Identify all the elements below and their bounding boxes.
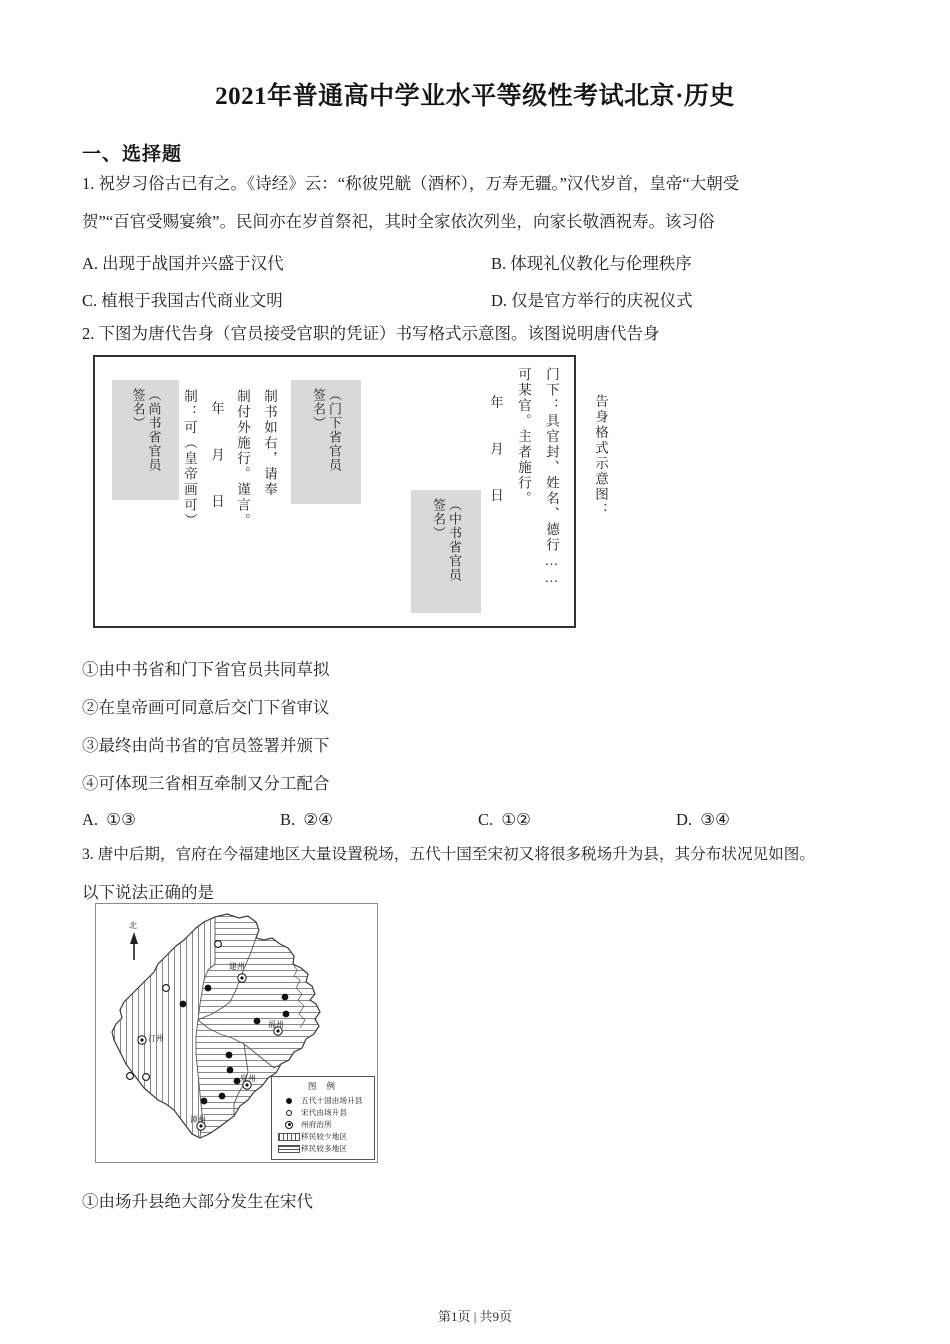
q3-statement-1: ①由场升县绝大部分发生在宋代 xyxy=(82,1192,313,1211)
map-city-label-quanzhou: 泉州 xyxy=(240,1074,256,1083)
map-legend-item-fewer xyxy=(277,1131,370,1142)
q2-option-d[interactable] xyxy=(676,810,730,830)
gaoshen-col-1: 门下：具官封、姓名、德行…… xyxy=(544,367,559,587)
q2-statement-4: ④可体现三省相互牵制又分工配合 xyxy=(82,774,330,793)
north-arrow-icon xyxy=(130,932,138,960)
map-legend-title: 图 例 xyxy=(307,1081,340,1091)
map-legend-label-fewer: 移民较少地区 xyxy=(301,1132,348,1141)
map-city-label-jianzhou: 建州 xyxy=(229,962,245,971)
map-legend-item-more xyxy=(277,1143,370,1154)
signature-box-menxia-line1: （门下省官员 xyxy=(327,388,342,472)
gaoshen-col-3: 年 月 日 xyxy=(488,395,503,511)
map-frame xyxy=(95,903,378,1163)
q1-option-a-text: 出现于战国并兴盛于汉代 xyxy=(102,254,284,273)
q1-option-c-text: 植根于我国古代商业文明 xyxy=(101,291,283,310)
section-heading: 一、选择题 xyxy=(82,144,183,165)
q2-option-c-key: C. xyxy=(478,810,494,829)
map-legend-item-song xyxy=(277,1107,370,1118)
gaoshen-col-2: 可某官。主者施行。 xyxy=(516,367,531,507)
gaoshen-mid-col-2: 制付外施行。谨言。 xyxy=(235,389,250,529)
q1-option-b-key: B. xyxy=(491,254,507,273)
map-legend xyxy=(271,1076,375,1160)
figure-fujian-map xyxy=(95,903,380,1165)
q2-option-a-key: A. xyxy=(82,810,99,829)
q1-stem-line-1: 1. 祝岁习俗古已有之。《诗经》云：“称彼兕觥（酒杯），万寿无疆。”汉代岁首，皇帝“大朝受 xyxy=(82,174,740,193)
q3-stem-line-1: 3. 唐中后期，官府在今福建地区大量设置税场，五代十国至宋初又将很多税场升为县，其分布状况见如图。 xyxy=(82,846,815,863)
map-legend-item-wudai xyxy=(277,1095,370,1106)
q3-stem-line-2: 以下说法正确的是 xyxy=(82,883,214,902)
map-legend-label-wudai: 五代十国由场升县 xyxy=(301,1096,363,1105)
q1-option-d-text: 仅是官方举行的庆祝仪式 xyxy=(511,291,693,310)
map-legend-label-seat: 州府治所 xyxy=(301,1120,332,1129)
signature-box-shangshu-line1: （尚书省官员 xyxy=(146,388,162,472)
signature-box-zhongshu xyxy=(411,490,481,613)
q1-option-d[interactable] xyxy=(491,287,693,311)
map-legend-label-more: 移民较多地区 xyxy=(301,1144,348,1153)
target-dot-icon xyxy=(277,1121,301,1129)
q1-stem-line-2: 贺”“百官受赐宴飨”。民间亦在岁首祭祀，其时全家依次列坐，向家长敬酒祝寿。该习俗 xyxy=(82,212,715,231)
open-dot-icon xyxy=(277,1110,301,1116)
q1-option-b[interactable] xyxy=(491,250,692,274)
filled-dot-icon xyxy=(277,1098,301,1104)
signature-box-menxia-line2: 签名） xyxy=(311,388,326,430)
q1-option-c[interactable] xyxy=(82,287,283,311)
vertical-hatch-icon xyxy=(277,1133,301,1141)
q1-option-b-text: 体现礼仪教化与伦理秩序 xyxy=(510,254,692,273)
q2-statement-2: ②在皇帝画可同意后交门下省审议 xyxy=(82,698,330,717)
horizontal-hatch-icon xyxy=(277,1145,301,1153)
signature-box-menxia xyxy=(291,380,361,504)
gaoshen-mid-col-4: 制：可（皇帝画可） xyxy=(182,389,197,529)
map-legend-item-seat xyxy=(277,1119,370,1130)
q2-option-c[interactable] xyxy=(478,810,531,830)
map-north-label: 北 xyxy=(129,921,137,930)
q2-statement-3: ③最终由尚书省的官员签署并颁下 xyxy=(82,736,330,755)
q2-option-d-key: D. xyxy=(676,810,693,829)
signature-box-zhongshu-line1: （中书省官员 xyxy=(447,498,462,582)
map-city-label-tingzhou: 汀州 xyxy=(148,1034,164,1043)
map-city-label-fuzhou: 福州 xyxy=(268,1020,284,1029)
signature-box-shangshu-line2: 签名） xyxy=(130,388,146,430)
q2-statement-1: ①由中书省和门下省官员共同草拟 xyxy=(82,660,330,679)
q2-option-b-key: B. xyxy=(280,810,296,829)
q2-option-c-text: ①② xyxy=(501,810,531,829)
gaoshen-mid-col-3: 年 月 日 xyxy=(209,401,224,517)
q2-option-d-text: ③④ xyxy=(700,810,730,829)
gaoshen-border xyxy=(93,355,576,628)
q2-option-a-text: ①③ xyxy=(106,810,136,829)
signature-box-zhongshu-line2: 签名） xyxy=(431,498,446,540)
map-city-label-zhangzhou: 漳州 xyxy=(190,1115,206,1124)
figure-tang-gaoshen xyxy=(93,355,608,632)
gaoshen-caption: 告身格式示意图： xyxy=(593,394,608,518)
q1-option-c-key: C. xyxy=(82,291,98,310)
page-footer: 第1页 | 共9页 xyxy=(437,1309,513,1324)
q2-option-b[interactable] xyxy=(280,810,333,830)
gaoshen-mid-col-1: 制书如右，请奉 xyxy=(262,389,277,498)
q1-option-a[interactable] xyxy=(82,250,284,274)
signature-box-shangshu xyxy=(112,380,179,500)
q1-option-d-key: D. xyxy=(491,291,508,310)
map-legend-label-song: 宋代由场升县 xyxy=(301,1108,348,1117)
q2-option-b-text: ②④ xyxy=(303,810,333,829)
q2-option-a[interactable] xyxy=(82,810,136,830)
q1-option-a-key: A. xyxy=(82,254,99,273)
q2-stem-line-1: 2. 下图为唐代告身（官员接受官职的凭证）书写格式示意图。该图说明唐代告身 xyxy=(82,324,660,343)
page-title: 2021年普通高中学业水平等级性考试北京·历史 xyxy=(215,83,735,110)
